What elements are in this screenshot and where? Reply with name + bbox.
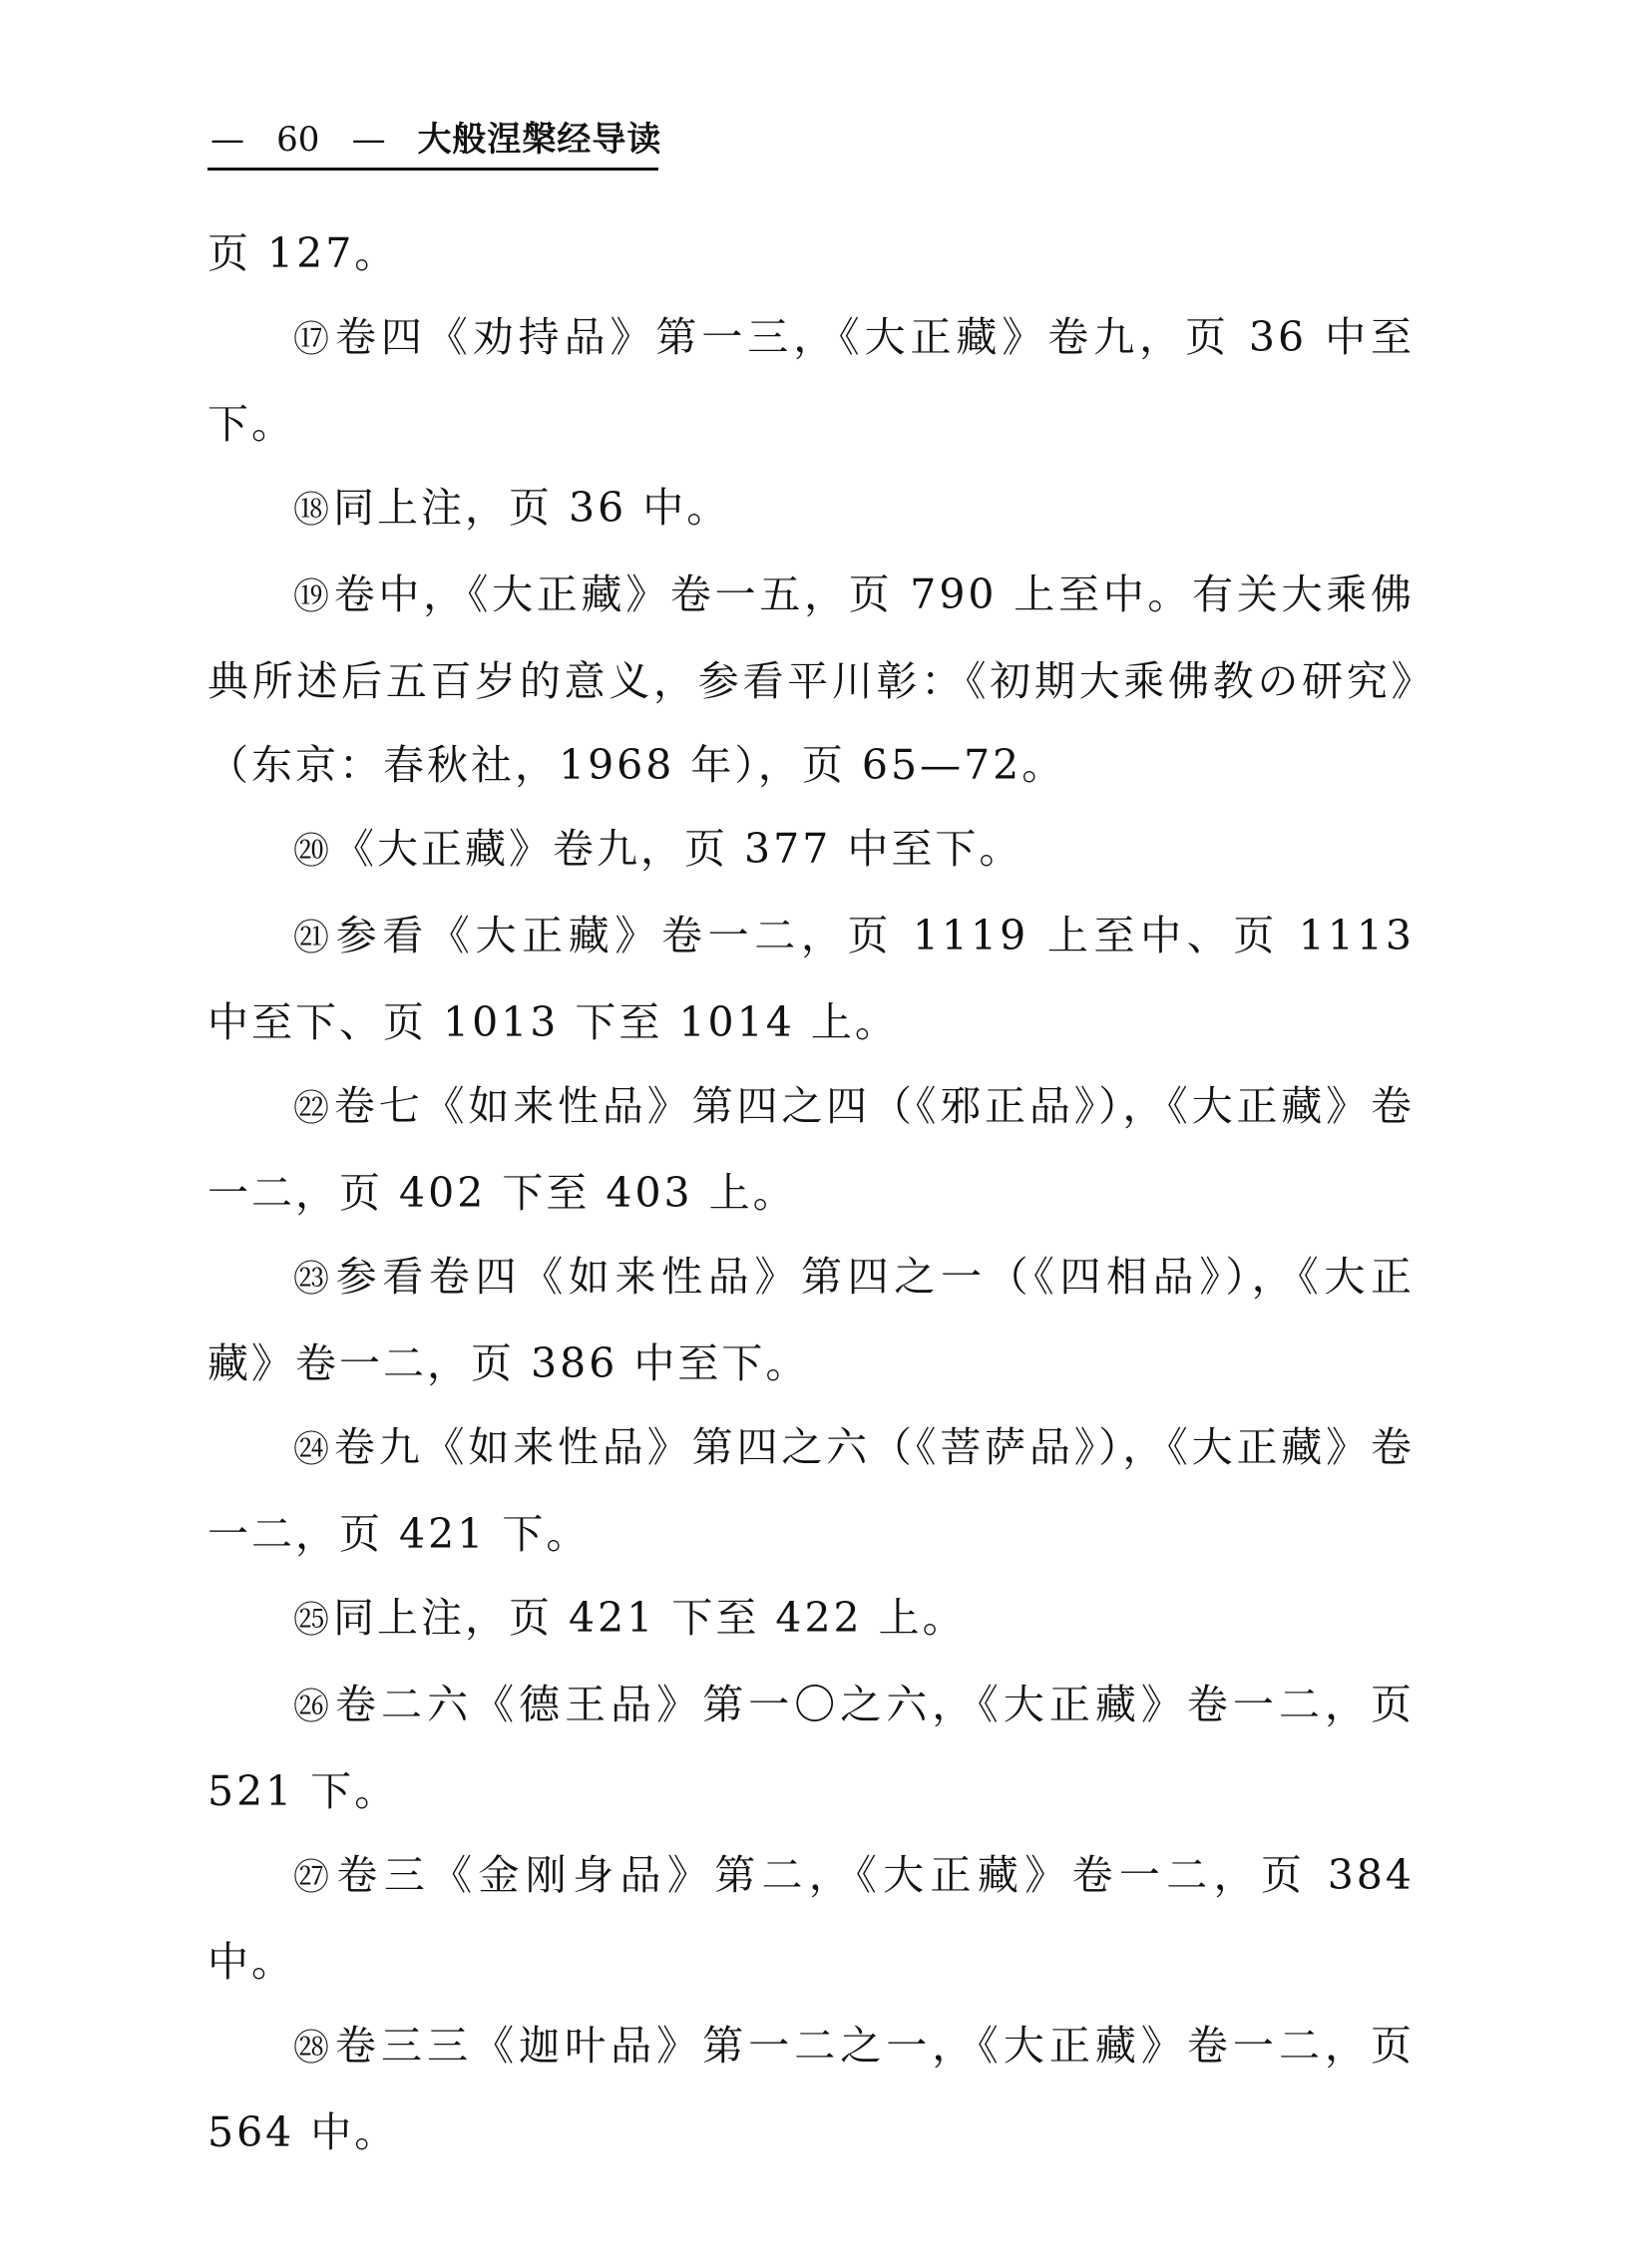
running-header [207, 112, 662, 171]
note-text: 卷中，《大正藏》卷一五，页 790 上至中。有关大乘佛典所述后五百岁的意义，参看平川彰：《初期大乘佛教の研究》（东京：春秋社，1968 年），页 65—72。 [207, 570, 1415, 789]
note-marker: ㉓ [293, 1259, 332, 1300]
note-text: 同上注，页 36 中。 [333, 484, 731, 532]
note-18 [207, 466, 1415, 553]
note-text: 卷七《如来性品》第四之四（《邪正品》），《大正藏》卷一二，页 402 下至 403 上。 [207, 1082, 1415, 1217]
note-text: 页 127。 [207, 229, 399, 277]
note-marker: ⑳ [293, 831, 330, 872]
note-text: 卷四《劝持品》第一三，《大正藏》卷九，页 36 中至下。 [207, 313, 1415, 448]
note-marker: ㉑ [293, 918, 332, 958]
note-text: 卷三《金刚身品》第二，《大正藏》卷一二，页 384 中。 [207, 1851, 1415, 1986]
note-text: 卷九《如来性品》第四之六（《菩萨品》），《大正藏》卷一二，页 421 下。 [207, 1423, 1415, 1558]
note-marker: ⑰ [293, 319, 331, 360]
note-24 [207, 1405, 1415, 1576]
header-dash-right: — [351, 120, 386, 160]
note-marker: ㉔ [293, 1429, 330, 1470]
book-title: 大般涅槃经导读 [417, 120, 662, 160]
note-marker: ⑱ [293, 490, 330, 531]
header-dash-left: — [210, 120, 244, 160]
note-marker: ⑲ [293, 576, 330, 617]
note-marker: ㉗ [293, 1857, 333, 1898]
note-20 [207, 807, 1415, 894]
note-23 [207, 1235, 1415, 1405]
note-26 [207, 1663, 1415, 1833]
note-marker: ㉖ [293, 1687, 332, 1727]
note-19 [207, 553, 1415, 807]
note-22 [207, 1064, 1415, 1235]
note-text: 《大正藏》卷九，页 377 中至下。 [333, 825, 1023, 873]
notes-body [207, 211, 1415, 2174]
note-17 [207, 295, 1415, 466]
note-25 [207, 1576, 1415, 1663]
note-27 [207, 1833, 1415, 2004]
note-text: 卷三三《迦叶品》第一二之一，《大正藏》卷一二，页 564 中。 [207, 2022, 1415, 2156]
note-marker: ㉒ [293, 1088, 330, 1129]
page-number: 60 [276, 120, 320, 160]
note-text: 参看卷四《如来性品》第四之一（《四相品》），《大正藏》卷一二，页 386 中至下。 [207, 1253, 1415, 1387]
note-text: 卷二六《德王品》第一〇之六，《大正藏》卷一二，页 521 下。 [207, 1681, 1415, 1815]
note-marker: ㉕ [293, 1600, 330, 1641]
note-text: 参看《大正藏》卷一二，页 1119 上至中、页 1113 中至下、页 1013 下至 1014 上。 [207, 912, 1415, 1046]
note-marker: ㉘ [293, 2028, 332, 2069]
note-continuation [207, 211, 1415, 295]
note-28 [207, 2004, 1415, 2174]
note-text: 同上注，页 421 下至 422 上。 [333, 1594, 967, 1642]
note-21 [207, 894, 1415, 1064]
